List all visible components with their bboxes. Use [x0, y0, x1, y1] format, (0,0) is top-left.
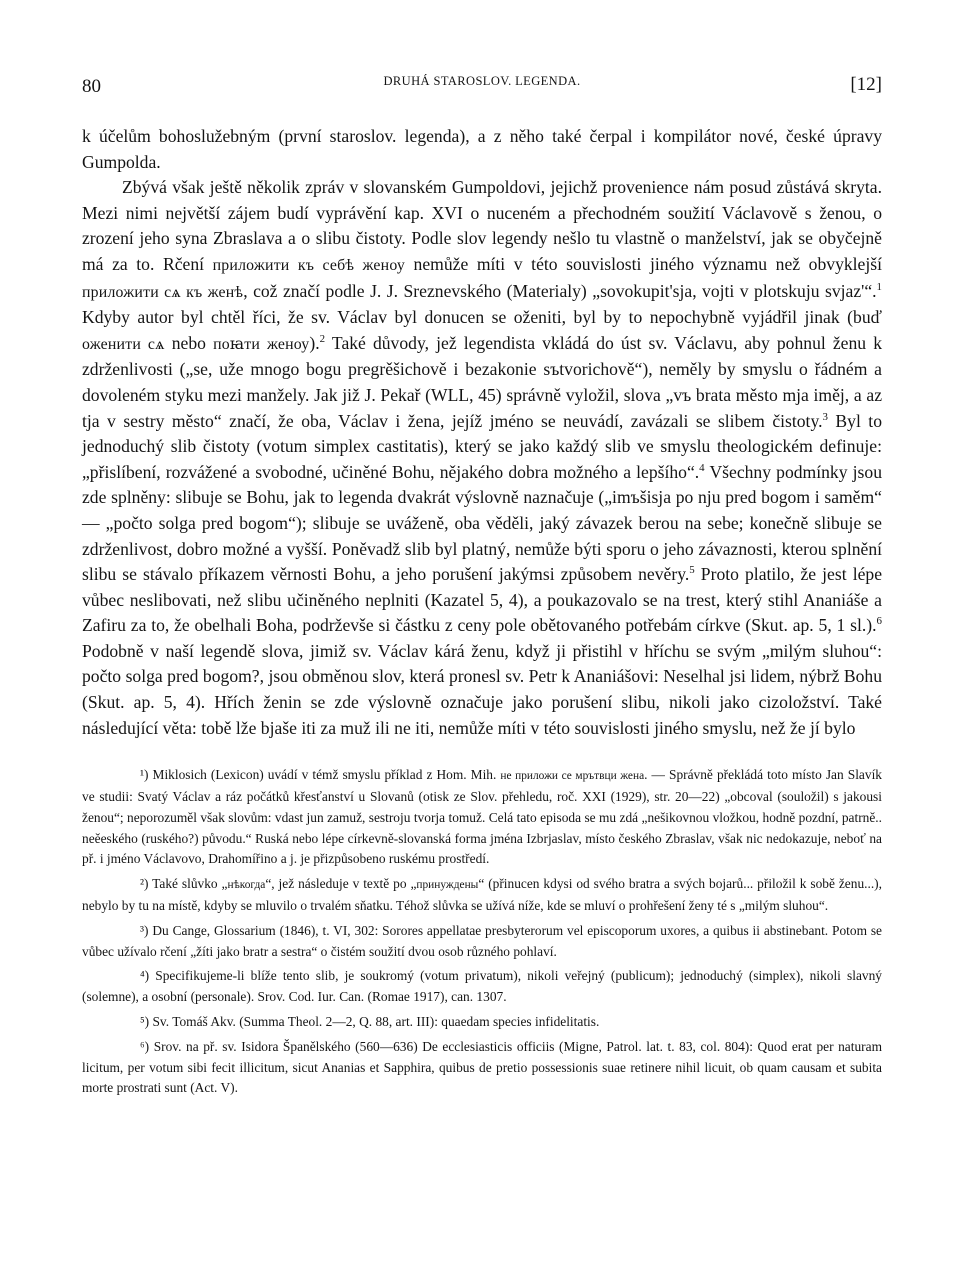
footnote-text: Miklosich (Lexicon) uvádí v témž smyslu příklad z Hom. Mih. — [148, 767, 501, 783]
text-segment: Také důvody, jež legendista vkládá do úst sv. Václavu, aby pohnul ženu k zdrženlivosti („se, uže mnogo bogu pregrěšichově i bezakonie sъtvorichově“), neměly by smyslu o řádném a dovoleném styku mezi manžely. Jak již J. Pekař (WLL, 45) správně vyložil, slova „vъ brata město mja iměj, a az tja v sestry město“ značí, že oba, Václav i žena, jejíž jméno se neuvádí, zavázali se slibem čistoty. — [82, 332, 882, 431]
footnote-ref: 6 — [876, 615, 882, 628]
cyrillic-phrase: приложити сѧ къ женѣ — [82, 283, 244, 301]
footnote-ref: 4 — [699, 461, 705, 474]
footnote-text: “, jež následuje v textě po „ — [265, 876, 417, 892]
cyrillic-phrase: нѣкогда — [227, 879, 266, 892]
footnote-6 — [82, 1037, 882, 1099]
text-segment: nemůže míti v této souvislosti jiného významu než obvyklejší — [404, 253, 882, 274]
text-segment: nebo — [164, 332, 214, 353]
running-head — [82, 62, 882, 102]
running-title: DRUHÁ STAROSLOV. LEGENDA. — [383, 74, 581, 88]
page-number: 80 — [82, 76, 101, 97]
text-segment: Všechny podmínky jsou zde splněny: slibuje se Bohu, jak to legenda dvakrát výslovně naznačuje („imъšisja po nju pred bogom i saměm“ — „počto solga pred bogom“); slibuje se uváženě, oba věděli, jaký závazek berou na sebe; konečně slibuje se zdrženlivost, dobro možné a vyšší. Poněvadž slib byl platný, nemůže býti sporu o jeho závaznosti, kterou splnění slibu se stávalo příkazem věrnosti Bohu, a jeho porušení jakýmsi způsobem nevěry. — [82, 461, 882, 585]
paragraph-main — [82, 175, 882, 741]
footnote-2 — [82, 874, 882, 917]
cyrillic-phrase: принуждены — [416, 879, 479, 892]
text-segment: Kdyby autor byl chtěl říci, že sv. Václav byl donucen se oženiti, byl by to nepochybně vyjádřil jinak (buď — [82, 307, 882, 328]
text-segment: Byl to jednoduchý slib čistoty (votum simplex castitatis), který se jako každý slib ve smyslu theologickém definuje: „přislíbení, rozvážené a svobodné, učiněné Bohu, nějakého dobra možného a lepšího“. — [82, 410, 882, 482]
footnotes — [82, 765, 882, 1099]
footnote-text: “ (přinucen kdysi od svého bratra a svých bojarů... přiložil k sobě ženu...), nebylo by tu na místě, kdyby se mluvilo o trvalém sňatku. Téhož slůvka se užívá níže, kde se mluví o prohřešení ženy té s „milým sluhou“. — [82, 876, 882, 914]
book-page — [82, 62, 882, 1103]
footnote-marker: ⁵) — [140, 1014, 150, 1030]
main-text — [82, 124, 882, 741]
footnote-4 — [82, 966, 882, 1008]
cyrillic-phrase: поꙗти женоу — [213, 335, 310, 353]
paragraph-continued: k účelům bohoslužebným (první staroslov. legenda), a z něho také čerpal i kompilátor nové, české úpravy Gumpolda. — [82, 126, 882, 172]
footnote-ref: 1 — [876, 280, 882, 293]
footnote-5 — [82, 1012, 882, 1033]
footnote-marker: ⁴) — [140, 968, 150, 984]
footnote-marker: ²) — [140, 876, 149, 892]
text-segment: Podobně v naší legendě slova, jimiž sv. Václav kárá ženu, když ji přistihl v hříchu se svým „milým sluhou“: počto solga pred bogom?, jsou obměnou slov, která pronesl sv. Petr k Ananiášovi: Neselhal jsi lidem, nýbrž Bohu (Skut. ap. 5, 4). Hřích ženin se zde výslovně označuje jako porušení slibu, nikoli jako cizoložství. Také následující věta: tobě lže bjaše iti za muž ili ne iti, nemůže míti v této souvislosti jiného smyslu, než že jí bylo — [82, 640, 882, 738]
footnote-3 — [82, 921, 882, 963]
footnote-1 — [82, 765, 882, 870]
footnote-marker: ¹) — [140, 767, 149, 783]
footnote-ref: 3 — [822, 410, 828, 423]
footnote-text: . — Správně překládá toto místo Jan Slavík ve studii: Svatý Václav a ráz počátků křesťanství u Slovanů (otisk ze Slov. přehledu, roč. XXI (1929), str. 20—22) „obcoval (souložil) s jakousi ženou“; neporozuměl však slovům: vdast jun zamuž, sestroju tvorja tomuž. Celá tato episoda se mu zdá „nešikovnou vložkou, hodně pozdní, patrně.. neěeského (ruského?) původu.“ Ruská nebo lépe církevně-slovanská forma jména Izbrjaslav, místo českého Zbraslav, však nic nedokazuje, neboť na př. i jméno Václavovo, Drahomířino a j. je přizpůsobeno ruskému prostředí. — [82, 767, 882, 867]
footnote-marker: ³) — [140, 922, 149, 938]
footnote-ref: 2 — [319, 332, 326, 345]
footnote-marker: ⁶) — [140, 1038, 150, 1054]
text-segment: ). — [309, 332, 320, 353]
cyrillic-phrase: оженити сѧ — [82, 335, 165, 353]
footnote-text: Také slůvko „ — [148, 876, 228, 892]
cyrillic-phrase: приложити къ себѣ женоу — [212, 256, 405, 274]
text-segment: Proto platilo, že jest lépe vůbec neslibovati, než slibu učiněného neplniti (Kazatel 5, 4), a poukazovalo se na trest, který stihl Ananiáše a Zafiru za to, že obelhali Boha, podrževše si částku z ceny pole obětovaného potřebám církve (Skut. ap. 5, 1 sl.). — [82, 564, 882, 636]
section-number: [12] — [850, 74, 882, 95]
cyrillic-phrase: не приложи се мрътвци жена — [500, 770, 645, 783]
footnote-ref: 5 — [689, 564, 695, 577]
footnote-text: Du Cange, Glossarium (1846), t. VI, 302: Sorores appellatae presbyterorum vel episcoporum uxores, a quibus ii abstinebant. Potom se vůbec užívalo rčení „žíti jako bratr a sestra“ o čistém soužití dvou osob různého pohlaví. — [82, 922, 882, 959]
footnote-text: Srov. na př. sv. Isidora Španělského (560—636) De ecclesiasticis officiis (Migne, Patrol. lat. t. 83, col. 804): Quod erat per naturam licitum, per votum sibi fecit illicitum, sicut Ananias et Sapphira, quibus de pretio possessionis suae retinere nihil licuit, ob quam causam et subita morte prostrati sunt (Act. V). — [82, 1038, 882, 1096]
footnote-text: Specifikujeme-li blíže tento slib, je soukromý (votum privatum), nikoli veřejný (publicum); jednoduchý (simplex), nikoli slavný (solemne), a osobní (personale). Srov. Cod. Iur. Can. (Romae 1917), can. 1307. — [82, 968, 882, 1005]
footnote-text: Sv. Tomáš Akv. (Summa Theol. 2—2, Q. 88, art. III): quaedam species infidelitatis. — [149, 1014, 600, 1030]
text-segment: , což značí podle J. J. Sreznevského (Materialy) „sovokupit'sja, vojti v plotskuju svjaz'“. — [243, 280, 877, 301]
text-segment: Zbývá však ještě několik zpráv v slovanském Gumpoldovi, jejichž provenience nám posud zůstává skryta. Mezi nimi největší zájem budí vyprávění kap. XVI o nuceném a přechodném soužití Václavově s ženou, o zrození jeho syna Zbraslava a o slibu čistoty. Podle slov legendy nešlo tu vlastně o manželství, jak se obyčejně má za to. Rčení — [82, 177, 882, 274]
